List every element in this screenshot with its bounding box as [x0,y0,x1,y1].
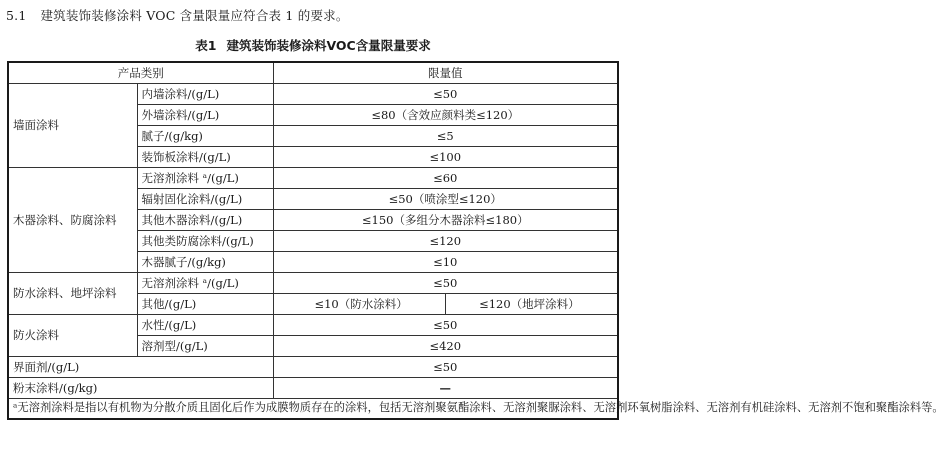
group-wood-anticorrosion: 木器涂料、防腐涂料 [8,167,137,272]
limit-cell: — [273,377,618,398]
table-number: 表1 [195,38,217,53]
limit-cell: ≤50（喷涂型≤120） [273,188,618,209]
intro-text: 建筑装饰装修涂料 VOC 含量限量应符合表 1 的要求。 [40,8,349,23]
limit-cell: ≤150（多组分木器涂料≤180） [273,209,618,230]
limit-cell: ≤50 [273,83,618,104]
product-cell: 无溶剂涂料 ᵃ/(g/L) [137,167,273,188]
group-wall-coatings: 墙面涂料 [8,83,137,167]
group-waterproof-floor: 防水涂料、地坪涂料 [8,272,137,314]
limit-cell: ≤420 [273,335,618,356]
product-cell: 其他类防腐涂料/(g/L) [137,230,273,251]
product-cell: 溶剂型/(g/L) [137,335,273,356]
table-caption [0,36,626,54]
limit-cell-split [273,293,618,314]
product-cell: 其他/(g/L) [137,293,273,314]
limit-cell: ≤120 [273,230,618,251]
limit-cell: ≤50 [273,356,618,377]
limit-cell: ≤50 [273,272,618,293]
product-cell: 其他木器涂料/(g/L) [137,209,273,230]
voc-limit-table [7,61,944,420]
product-cell: 木器腻子/(g/kg) [137,251,273,272]
table-row [8,314,618,335]
limit-cell: ≤80（含效应颜料类≤120） [273,104,618,125]
limit-waterproof: ≤10（防水涂料） [314,296,408,311]
table-row [8,167,618,188]
product-cell: 无溶剂涂料 ᵃ/(g/L) [137,272,273,293]
group-fireproof: 防火涂料 [8,314,137,356]
product-cell: 腻子/(g/kg) [137,125,273,146]
limit-cell: ≤60 [273,167,618,188]
product-cell: 内墙涂料/(g/L) [137,83,273,104]
header-category: 产品类别 [8,62,273,83]
table-footnote: ᵃ无溶剂涂料是指以有机物为分散介质且固化后作为成膜物质存在的涂料，包括无溶剂聚氨酯涂料、无溶剂聚脲涂料、无溶剂环氧树脂涂料、无溶剂有机硅涂料、无溶剂不饱和聚酯涂料等。 [8,398,618,419]
product-cell: 装饰板涂料/(g/L) [137,146,273,167]
table-row [8,377,618,398]
product-cell: 界面剂/(g/L) [8,356,273,377]
limit-cell: ≤10 [273,251,618,272]
limit-floor: ≤120（地坪涂料） [445,294,613,314]
product-cell: 辐射固化涂料/(g/L) [137,188,273,209]
limit-cell: ≤100 [273,146,618,167]
table-row [8,356,618,377]
product-cell: 粉末涂料/(g/kg) [8,377,273,398]
table-row [8,83,618,104]
intro-paragraph [6,6,349,24]
header-limit: 限量值 [273,62,618,83]
table-title: 建筑装饰装修涂料VOC含量限量要求 [226,38,431,53]
table-footnote-row [8,398,618,419]
table-header-row [8,62,618,83]
table-row [8,272,618,293]
section-number: 5.1 [6,8,27,23]
product-cell: 外墙涂料/(g/L) [137,104,273,125]
limit-cell: ≤5 [273,125,618,146]
limit-cell: ≤50 [273,314,618,335]
product-cell: 水性/(g/L) [137,314,273,335]
